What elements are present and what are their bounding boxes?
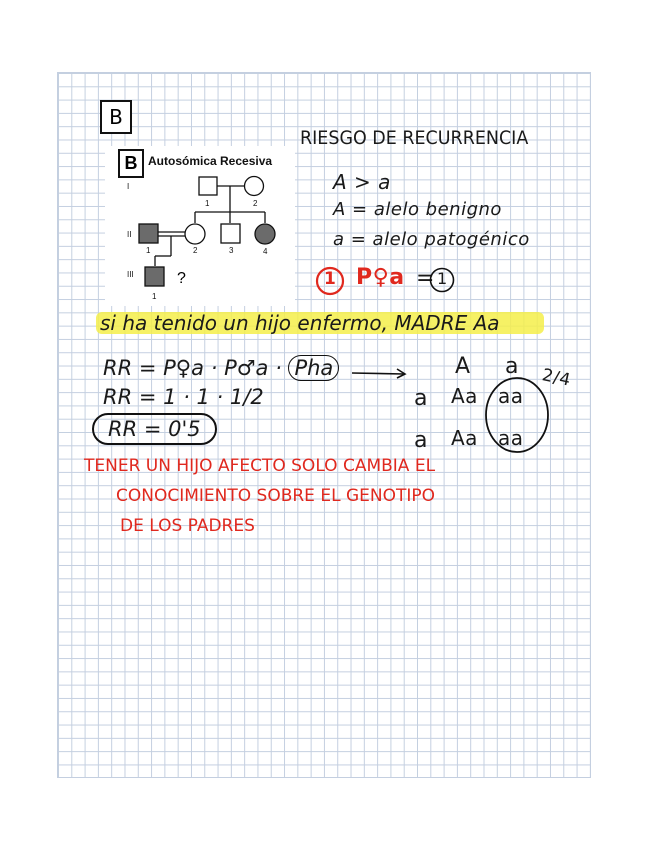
individual-number: 2 [253, 199, 258, 208]
punnett-col-header: a [505, 354, 519, 379]
allele-a-note: a = alelo patogénico [333, 229, 530, 250]
pedigree-chart [105, 146, 295, 306]
individual-number: 2 [193, 246, 198, 255]
punnett-row-header: a [414, 428, 428, 453]
formula-line-1 [103, 356, 339, 380]
punnett-cell: Aa [451, 426, 478, 450]
prob-label: P♀a [356, 265, 405, 290]
circled-number: 1 [324, 269, 337, 289]
formula-line-2: RR = 1 · 1 · 1/2 [103, 385, 264, 409]
pedigree-title: Autosómica Recesiva [148, 154, 273, 168]
punnett-row-header: a [414, 386, 428, 411]
punnett-cell: Aa [451, 384, 478, 408]
page-heading: RIESGO DE RECURRENCIA [300, 127, 529, 149]
gen1-female-2 [245, 177, 264, 196]
individual-number: 3 [229, 246, 234, 255]
pedigree-figure [105, 146, 295, 306]
pedigree-label-letter: B [124, 153, 138, 173]
punnett-col-header: A [455, 354, 471, 379]
formula-line-1-text: RR = P♀a · P♂a · [103, 356, 289, 380]
formula-result: RR = 0'5 [92, 413, 217, 445]
prob-result: 1 [437, 269, 448, 288]
section-label-letter: B [109, 105, 123, 129]
highlighted-note: si ha tenido un hijo enfermo, MADRE Aa [100, 311, 500, 335]
gen2-affected-male-1 [139, 224, 158, 243]
formula-circled-term: Pha [288, 355, 339, 381]
section-label-box [100, 100, 132, 134]
dominance-note: A > a [333, 170, 391, 194]
conclusion-line-3: DE LOS PADRES [120, 516, 255, 536]
punnett-fraction: 2/4 [540, 365, 573, 391]
punnett-cell: aa [498, 384, 524, 408]
gen1-male-1 [199, 177, 217, 195]
prob-equals: = [416, 266, 435, 291]
gen3-affected-male-1 [145, 267, 164, 286]
individual-number: 1 [146, 246, 151, 255]
arrow-icon [350, 365, 410, 381]
generation-label: II [127, 230, 132, 239]
individual-number: 1 [205, 199, 210, 208]
generation-label: III [127, 270, 134, 279]
individual-number: 1 [152, 292, 157, 301]
unknown-individual-marker: ? [177, 270, 186, 287]
individual-number: 4 [263, 247, 268, 256]
gen2-affected-female-4 [255, 224, 275, 244]
gen2-male-3 [221, 224, 240, 243]
gen2-female-2 [185, 224, 205, 244]
generation-label: I [127, 182, 130, 191]
allele-A-note: A = alelo benigno [333, 199, 502, 220]
punnett-cell: aa [498, 426, 524, 450]
conclusion-line-2: CONOCIMIENTO SOBRE EL GENOTIPO [116, 486, 435, 506]
punnett-aa-oval [482, 374, 552, 456]
conclusion-line-1: TENER UN HIJO AFECTO SOLO CAMBIA EL [84, 456, 436, 476]
